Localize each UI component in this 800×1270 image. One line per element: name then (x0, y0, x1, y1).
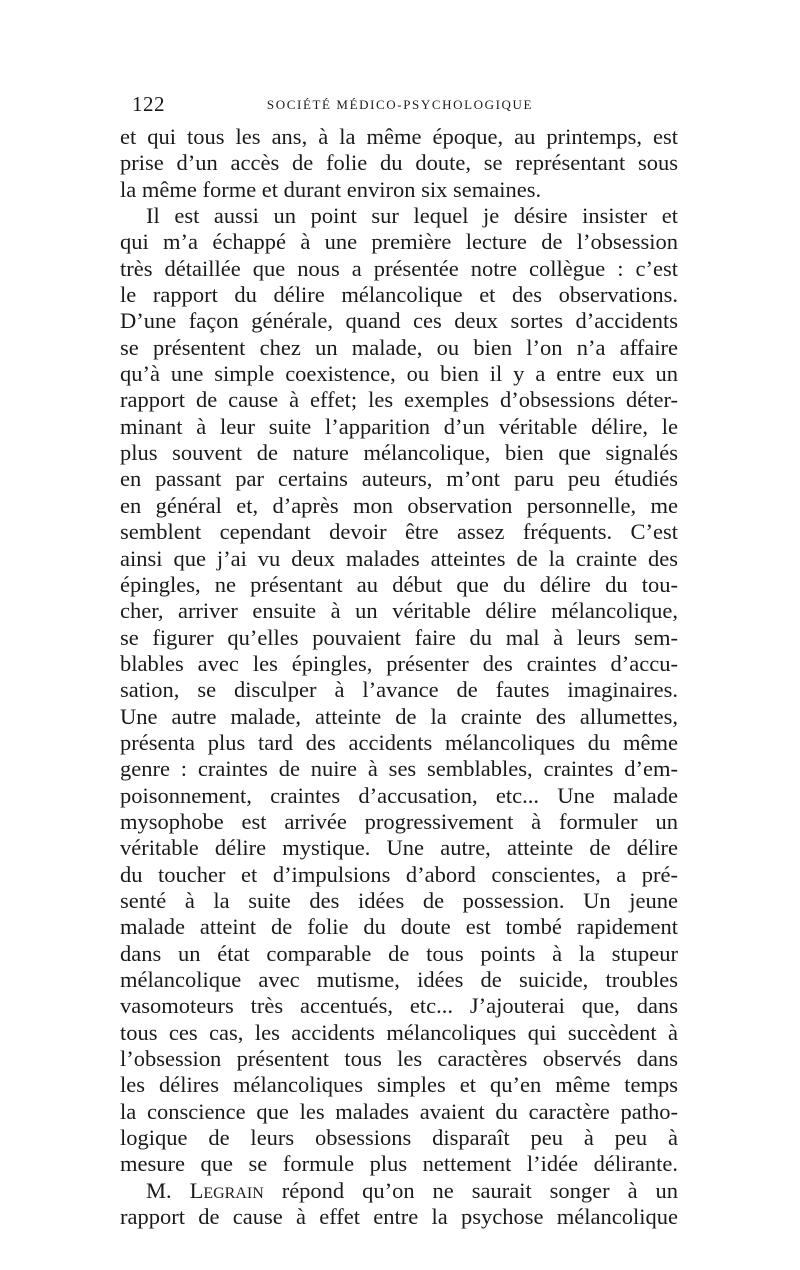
text-line: minant à leur suite l’apparition d’un véritable délire, le (120, 413, 678, 439)
text-line: les délires mélancoliques simples et qu’en même temps (120, 1072, 678, 1098)
text-line: en passant par certains auteurs, m’ont paru peu étudiés (120, 466, 678, 492)
text-line: se présentent chez un malade, ou bien l’on n’a affaire (120, 334, 678, 360)
text-line: présenta plus tard des accidents mélancoliques du même (120, 729, 678, 755)
text-line: l’obsession présentent tous les caractères observés dans (120, 1046, 678, 1072)
page-number: 122 (132, 92, 165, 116)
text-line: la même forme et durant environ six semaines. (120, 176, 542, 202)
text-line: Il est aussi un point sur lequel je désire insister et (146, 203, 678, 229)
reply-text: répond qu’on ne saurait songer à un (263, 1177, 678, 1203)
reply-line (120, 1178, 678, 1204)
text-line: senté à la suite des idées de possession. Un jeune (120, 887, 678, 913)
text-line: le rapport du délire mélancolique et des observations. (120, 282, 678, 308)
text-line: dans un état comparable de tous points à la stupeur (120, 940, 678, 966)
running-head: SOCIÉTÉ MÉDICO-PSYCHOLOGIQUE (266, 97, 534, 112)
text-line: mesure que se formule plus nettement l’idée délirante. (120, 1151, 678, 1177)
text-line: Une autre malade, atteinte de la crainte des allumettes, (120, 703, 678, 729)
text-line: blables avec les épingles, présenter des craintes d’accu- (120, 650, 678, 676)
reply-prefix: M. (146, 1177, 190, 1203)
text-line: épingles, ne présentant au début que du délire du tou- (120, 571, 678, 597)
text-line: se figurer qu’elles pouvaient faire du mal à leurs sem- (120, 624, 678, 650)
text-line: très détaillée que nous a présentée notre collègue : c’est (120, 255, 678, 281)
text-line: qu’à une simple coexistence, ou bien il y a entre eux un (120, 361, 678, 387)
text-line: véritable délire mystique. Une autre, atteinte de délire (120, 835, 678, 861)
text-line: rapport de cause à effet; les exemples d’obsessions déter- (120, 387, 678, 413)
text-line: et qui tous les ans, à la même époque, au printemps, est (120, 124, 678, 149)
text-line: cher, arriver ensuite à un véritable délire mélancolique, (120, 598, 678, 624)
speaker-name: Legrain (189, 1177, 264, 1203)
text-line: logique de leurs obsessions disparaît peu à peu à (120, 1125, 678, 1151)
text-line: malade atteint de folie du doute est tombé rapidement (120, 914, 678, 940)
page-header (120, 92, 680, 118)
text-line: plus souvent de nature mélancolique, bien que signalés (120, 440, 678, 466)
text-line: ainsi que j’ai vu deux malades atteintes de la crainte des (120, 545, 678, 571)
text-line: vasomoteurs très accentués, etc... J’ajouterai que, dans (120, 993, 678, 1019)
text-line: tous ces cas, les accidents mélancoliques qui succèdent à (120, 1019, 678, 1045)
text-line: rapport de cause à effet entre la psychose mélancolique (120, 1204, 678, 1230)
text-line: du toucher et d’impulsions d’abord conscientes, a pré- (120, 861, 678, 887)
text-line: prise d’un accès de folie du doute, se représentant sous (120, 150, 678, 176)
text-line: semblent cependant devoir être assez fréquents. C’est (120, 519, 678, 545)
text-line: mélancolique avec mutisme, idées de suicide, troubles (120, 967, 678, 992)
text-line: genre : craintes de nuire à ses semblables, craintes d’em- (120, 756, 678, 782)
text-line: poisonnement, craintes d’accusation, etc... Une malade (120, 782, 678, 808)
text-line: mysophobe est arrivée progressivement à formuler un (120, 808, 678, 834)
text-line: la conscience que les malades avaient du caractère patho- (120, 1098, 678, 1124)
text-line: sation, se disculper à l’avance de fautes imaginaires. (120, 677, 678, 703)
body-text (120, 124, 678, 1230)
text-line: en général et, d’après mon observation personnelle, me (120, 492, 678, 518)
text-line: D’une façon générale, quand ces deux sortes d’accidents (120, 308, 678, 334)
text-line: qui m’a échappé à une première lecture de l’obsession (120, 229, 678, 255)
